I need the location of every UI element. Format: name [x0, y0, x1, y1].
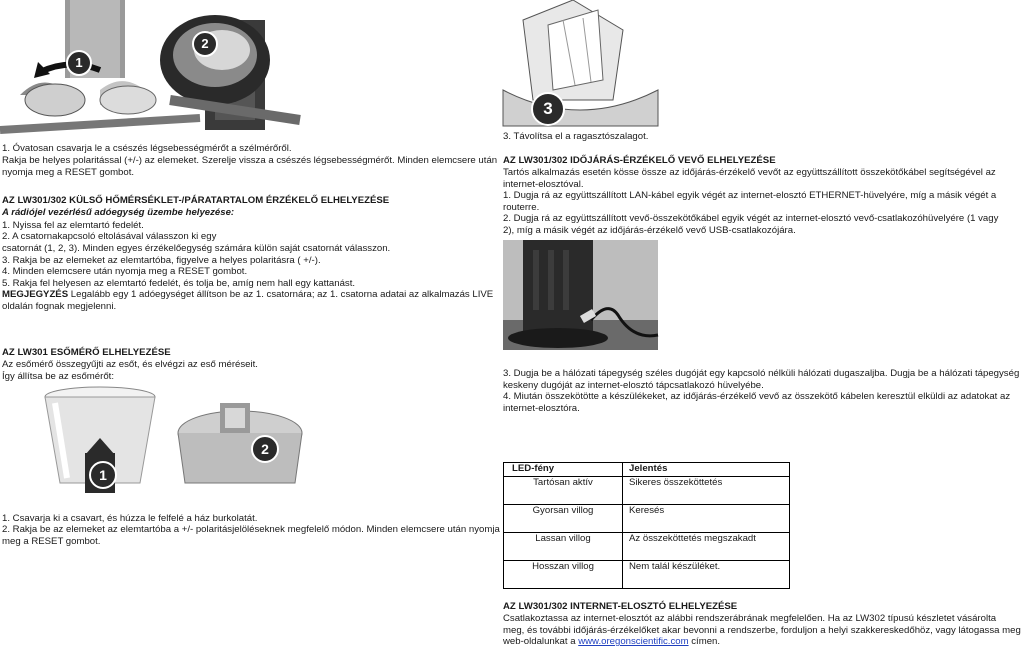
anemometer-illustration — [0, 0, 300, 138]
step-badge: 2 — [192, 31, 218, 57]
paragraph-line: internet-elosztóra. — [503, 403, 580, 414]
table-row — [504, 561, 790, 589]
step-badge: 3 — [531, 92, 565, 126]
link-suffix-text: címen. — [688, 636, 721, 647]
paragraph-line: 2. Rakja be az elemeket az elemtartóba a +/- polaritásjelöléseknek megfelelő módon. Minden elemcsere után nyomja — [2, 524, 500, 535]
paragraph-line: 3. Dugja be a hálózati tápegység széles dugóját egy kapcsoló nélküli hálózati dugaszaljba. Dugja be a hálózati tápegység — [503, 368, 1020, 379]
table-cell: Keresés — [623, 505, 790, 533]
link-prefix-text: web-oldalunkat a — [503, 636, 579, 647]
paragraph-line: 2), míg a másik végét az időjárás-érzékelő vevő USB-csatlakozójára. — [503, 225, 796, 236]
paragraph-line: 1. Csavarja ki a csavart, és húzza le felfelé a ház burkolatát. — [2, 513, 258, 524]
paragraph-line: csatornát (1, 2, 3). Minden egyes érzékelőegység számára külön saját csatornát válasszon. — [2, 243, 391, 254]
table-header: Jelentés — [623, 463, 790, 477]
table-cell: Sikeres összeköttetés — [623, 477, 790, 505]
table-cell: Az összeköttetés megszakadt — [623, 533, 790, 561]
section-title: AZ LW301/302 KÜLSŐ HŐMÉRSÉKLET-/PÁRATARTALOM ÉRZÉKELŐ ELHELYEZÉSE — [2, 195, 390, 206]
paragraph-line: Így állítsa be az esőmérőt: — [2, 371, 114, 382]
paragraph-line: 5. Rakja fel helyesen az elemtartó fedelét, és tolja be, amíg nem hall egy kattanást. — [2, 278, 356, 289]
led-status-table — [503, 462, 790, 589]
paragraph-line: 1. Óvatosan csavarja le a csészés légsebességmérőt a szélmérőről. — [2, 143, 292, 154]
table-cell: Hosszan villog — [504, 561, 623, 589]
rain-gauge-illustration — [25, 383, 325, 495]
paragraph-line: meg, és további időjárás-érzékelőket akar bevonni a rendszerbe, forduljon a helyi szakkereskedőhöz, vagy látogassa meg — [503, 625, 1021, 636]
step-badge: 1 — [66, 50, 92, 76]
paragraph-line: routerre. — [503, 202, 540, 213]
table-row — [504, 505, 790, 533]
paragraph-line: 2. Dugja rá az együttszállított vevő-összekötőkábel egyik végét az internet-elosztó vevő-csatlakozóhüvelyére (1 vagy — [503, 213, 999, 224]
paragraph-line: Csatlakoztassa az internet-elosztót az alábbi rendszerábrának megfelelően. Ha az LW302 típusú készletet vásárolta — [503, 613, 997, 624]
paragraph-line: nyomja meg a RESET gombot. — [2, 167, 135, 178]
paragraph-line: meg a RESET gombot. — [2, 536, 101, 547]
paragraph-line: 3. Rakja be az elemeket az elemtartóba, figyelve a helyes polaritásra ( +/-). — [2, 255, 321, 266]
paragraph-line: 2. A csatornakapcsoló eltolásával válasszon ki egy — [2, 231, 217, 242]
paragraph-line: 4. Minden elemcsere után nyomja meg a RESET gombot. — [2, 266, 248, 277]
table-cell: Gyorsan villog — [504, 505, 623, 533]
note-label: MEGJEGYZÉS — [2, 289, 69, 300]
paragraph-line: internet-elosztóval. — [503, 179, 584, 190]
usb-receiver-photo — [503, 240, 658, 350]
table-header-row — [504, 463, 790, 477]
paragraph-line: Tartós alkalmazás esetén kösse össze az időjárás-érzékelő vevőt az együttszállított összekötőkábel segítségével az — [503, 167, 996, 178]
note-line — [2, 289, 493, 301]
paragraph-line: Az esőmérő összegyűjti az esőt, és elvégzi az eső méréseit. — [2, 359, 258, 370]
paragraph-line: 4. Miután összekötötte a készülékeket, az időjárás-érzékelő vevő az összekötő kábelen keresztül elküldi az adatokat az — [503, 391, 1011, 402]
paragraph-line: 3. Távolítsa el a ragasztószalagot. — [503, 131, 649, 142]
sensor-illustration — [503, 0, 658, 126]
table-cell: Nem talál készüléket. — [623, 561, 790, 589]
table-header: LED-fény — [504, 463, 623, 477]
step-badge: 2 — [251, 435, 279, 463]
section-title: AZ LW301/302 INTERNET-ELOSZTÓ ELHELYEZÉSE — [503, 601, 738, 612]
paragraph-line: oldalán fognak megjelenni. — [2, 301, 117, 312]
section-subtitle: A rádiójel vezérlésű adóegység üzembe helyezése: — [2, 207, 235, 218]
table-row — [504, 533, 790, 561]
note-text: Legalább egy 1 adóegységet állítson be az 1. csatornára; az 1. csatorna adatai az alkalmazás LIVE — [68, 289, 494, 300]
section-title: AZ LW301/302 IDŐJÁRÁS-ÉRZÉKELŐ VEVŐ ELHELYEZÉSE — [503, 155, 776, 166]
paragraph-line: Rakja be helyes polaritással (+/-) az elemeket. Szerelje vissza a csészés légsebességmérőt. Minden elemcsere után — [2, 155, 498, 166]
paragraph-line: 1. Dugja rá az együttszállított LAN-kábel egyik végét az internet-elosztó ETHERNET-hüvelyére, míg a másik végét a — [503, 190, 997, 201]
step-badge: 1 — [89, 461, 117, 489]
section-title: AZ LW301 ESŐMÉRŐ ELHELYEZÉSE — [2, 347, 171, 358]
paragraph-line — [503, 636, 720, 648]
paragraph-line: 1. Nyissa fel az elemtartó fedelét. — [2, 220, 144, 231]
table-row — [504, 477, 790, 505]
paragraph-line: keskeny dugóját az internet-elosztó tápcsatlakozó hüvelyébe. — [503, 380, 764, 391]
table-cell: Lassan villog — [504, 533, 623, 561]
website-link[interactable]: www.oregonscientific.com — [578, 636, 689, 647]
table-cell: Tartósan aktív — [504, 477, 623, 505]
